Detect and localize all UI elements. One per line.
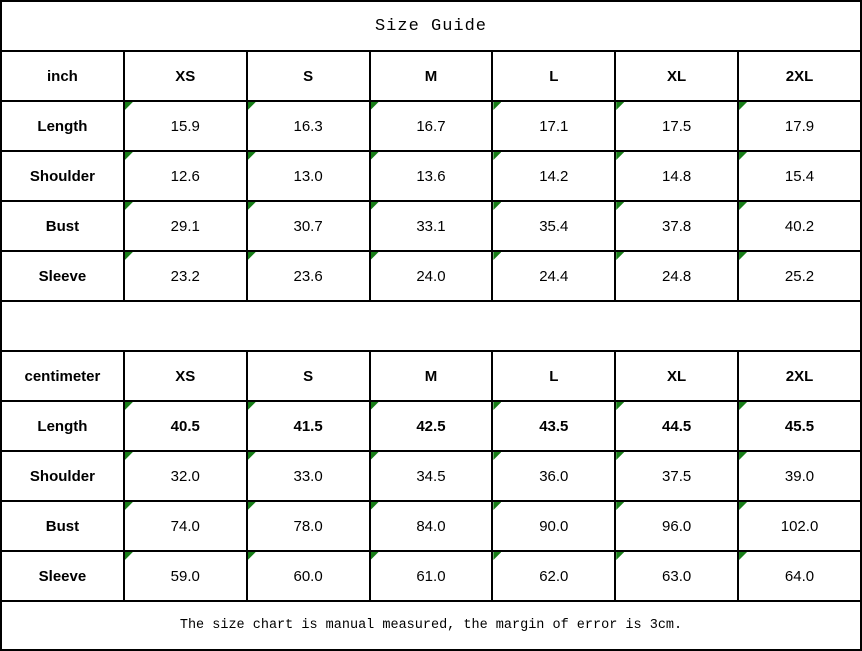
measurement-cell: [247, 451, 370, 501]
cell-corner-marker-icon: [125, 452, 133, 460]
cell-value: 102.0: [780, 517, 819, 535]
cell-corner-marker-icon: [248, 402, 256, 410]
row-label-sleeve: Sleeve: [1, 251, 124, 301]
measurement-cell: [370, 101, 493, 151]
row-label-length: Length: [1, 101, 124, 151]
cell-value: 59.0: [170, 567, 200, 585]
table-row-inch-sleeve: [1, 251, 861, 301]
column-header-s: S: [247, 351, 370, 401]
cell-value: 29.1: [170, 217, 200, 235]
cell-corner-marker-icon: [248, 552, 256, 560]
table-row-inch-shoulder: [1, 151, 861, 201]
cell-value: 32.0: [170, 467, 200, 485]
cell-corner-marker-icon: [739, 102, 747, 110]
cell-value: 37.8: [662, 217, 692, 235]
cell-corner-marker-icon: [125, 252, 133, 260]
table-row-cm-sleeve: [1, 551, 861, 601]
cell-value: 84.0: [416, 517, 446, 535]
table-row-inch-length: [1, 101, 861, 151]
cell-corner-marker-icon: [739, 152, 747, 160]
column-header-2xl: 2XL: [738, 51, 861, 101]
cell-value: 60.0: [293, 567, 323, 585]
cell-corner-marker-icon: [493, 452, 501, 460]
table-row-cm-shoulder: [1, 451, 861, 501]
cell-value: 63.0: [662, 567, 692, 585]
cell-value: 15.4: [784, 167, 815, 185]
header-row-inch: [1, 51, 861, 101]
measurement-cell: [370, 151, 493, 201]
cell-value: 17.5: [662, 117, 692, 135]
spacer-cell: [1, 301, 861, 351]
cell-value: 33.0: [293, 467, 323, 485]
measurement-cell: [738, 401, 861, 451]
cell-corner-marker-icon: [248, 152, 256, 160]
cell-value: 43.5: [539, 417, 569, 435]
cell-corner-marker-icon: [493, 402, 501, 410]
table-row-cm-length: [1, 401, 861, 451]
table-row-cm-bust: [1, 501, 861, 551]
column-header-m: M: [370, 351, 493, 401]
cell-value: 78.0: [293, 517, 323, 535]
measurement-cell: [492, 451, 615, 501]
measurement-cell: [124, 501, 247, 551]
measurement-cell: [492, 201, 615, 251]
cell-value: 74.0: [170, 517, 200, 535]
cell-value: 23.2: [170, 267, 200, 285]
row-label-length: Length: [1, 401, 124, 451]
cell-value: 37.5: [662, 467, 692, 485]
measurement-cell: [247, 251, 370, 301]
unit-label-centimeter: centimeter: [1, 351, 124, 401]
measurement-cell: [370, 451, 493, 501]
cell-corner-marker-icon: [371, 252, 379, 260]
cell-corner-marker-icon: [616, 202, 624, 210]
cell-corner-marker-icon: [371, 202, 379, 210]
cell-corner-marker-icon: [739, 552, 747, 560]
measurement-cell: [615, 551, 738, 601]
measurement-cell: [247, 201, 370, 251]
cell-value: 17.9: [784, 117, 815, 135]
cell-corner-marker-icon: [739, 452, 747, 460]
cell-value: 39.0: [784, 467, 815, 485]
measurement-cell: [124, 251, 247, 301]
measurement-cell: [124, 101, 247, 151]
column-header-l: L: [492, 51, 615, 101]
cell-value: 16.7: [416, 117, 446, 135]
measurement-cell: [124, 551, 247, 601]
measurement-cell: [738, 101, 861, 151]
measurement-cell: [247, 401, 370, 451]
cell-value: 24.8: [662, 267, 692, 285]
measurement-cell: [738, 151, 861, 201]
cell-corner-marker-icon: [493, 502, 501, 510]
cell-corner-marker-icon: [125, 552, 133, 560]
cell-value: 64.0: [784, 567, 815, 585]
footer-row: [1, 601, 861, 650]
measurement-cell: [124, 451, 247, 501]
measurement-cell: [124, 151, 247, 201]
cell-value: 34.5: [416, 467, 446, 485]
measurement-cell: [615, 151, 738, 201]
measurement-cell: [738, 501, 861, 551]
cell-value: 33.1: [416, 217, 446, 235]
cell-value: 45.5: [784, 417, 815, 435]
cell-value: 14.8: [662, 167, 692, 185]
cell-corner-marker-icon: [493, 202, 501, 210]
measurement-cell: [370, 201, 493, 251]
cell-corner-marker-icon: [248, 202, 256, 210]
cell-value: 41.5: [293, 417, 323, 435]
column-header-2xl: 2XL: [738, 351, 861, 401]
cell-corner-marker-icon: [493, 152, 501, 160]
column-header-m: M: [370, 51, 493, 101]
cell-value: 36.0: [539, 467, 569, 485]
measurement-cell: [124, 201, 247, 251]
cell-corner-marker-icon: [125, 502, 133, 510]
cell-corner-marker-icon: [248, 102, 256, 110]
cell-corner-marker-icon: [616, 102, 624, 110]
column-header-xl: XL: [615, 351, 738, 401]
cell-corner-marker-icon: [739, 252, 747, 260]
cell-corner-marker-icon: [493, 252, 501, 260]
row-label-bust: Bust: [1, 201, 124, 251]
cell-value: 40.2: [784, 217, 815, 235]
cell-corner-marker-icon: [248, 452, 256, 460]
row-label-shoulder: Shoulder: [1, 151, 124, 201]
cell-corner-marker-icon: [125, 152, 133, 160]
title-row: [1, 1, 861, 51]
cell-value: 25.2: [784, 267, 815, 285]
measurement-cell: [738, 551, 861, 601]
cell-corner-marker-icon: [739, 502, 747, 510]
measurement-cell: [492, 251, 615, 301]
measurement-cell: [738, 251, 861, 301]
cell-corner-marker-icon: [371, 102, 379, 110]
cell-corner-marker-icon: [739, 402, 747, 410]
row-label-shoulder: Shoulder: [1, 451, 124, 501]
measurement-cell: [615, 401, 738, 451]
cell-value: 90.0: [539, 517, 569, 535]
measurement-cell: [370, 251, 493, 301]
measurement-cell: [492, 401, 615, 451]
measurement-cell: [492, 151, 615, 201]
cell-value: 35.4: [539, 217, 569, 235]
measurement-cell: [370, 551, 493, 601]
cell-value: 42.5: [416, 417, 446, 435]
cell-corner-marker-icon: [125, 102, 133, 110]
cell-value: 12.6: [170, 167, 200, 185]
cell-corner-marker-icon: [616, 502, 624, 510]
measurement-cell: [370, 401, 493, 451]
column-header-s: S: [247, 51, 370, 101]
cell-value: 13.6: [416, 167, 446, 185]
footer-note: The size chart is manual measured, the margin of error is 3cm.: [1, 601, 861, 650]
cell-corner-marker-icon: [371, 152, 379, 160]
cell-corner-marker-icon: [371, 402, 379, 410]
cell-corner-marker-icon: [493, 552, 501, 560]
cell-corner-marker-icon: [248, 502, 256, 510]
row-label-sleeve: Sleeve: [1, 551, 124, 601]
cell-value: 23.6: [293, 267, 323, 285]
cell-value: 15.9: [170, 117, 200, 135]
measurement-cell: [492, 501, 615, 551]
page-title: Size Guide: [1, 1, 861, 51]
cell-corner-marker-icon: [616, 152, 624, 160]
measurement-cell: [615, 451, 738, 501]
measurement-cell: [738, 451, 861, 501]
measurement-cell: [370, 501, 493, 551]
measurement-cell: [615, 501, 738, 551]
measurement-cell: [492, 101, 615, 151]
cell-value: 24.0: [416, 267, 446, 285]
cell-corner-marker-icon: [493, 102, 501, 110]
cell-corner-marker-icon: [125, 402, 133, 410]
column-header-xs: XS: [124, 351, 247, 401]
cell-corner-marker-icon: [371, 502, 379, 510]
column-header-l: L: [492, 351, 615, 401]
measurement-cell: [247, 151, 370, 201]
cell-corner-marker-icon: [616, 552, 624, 560]
cell-value: 44.5: [662, 417, 692, 435]
measurement-cell: [615, 101, 738, 151]
table-row-inch-bust: [1, 201, 861, 251]
cell-value: 16.3: [293, 117, 323, 135]
measurement-cell: [247, 501, 370, 551]
cell-corner-marker-icon: [371, 552, 379, 560]
cell-corner-marker-icon: [248, 252, 256, 260]
measurement-cell: [124, 401, 247, 451]
cell-value: 24.4: [539, 267, 569, 285]
cell-corner-marker-icon: [616, 252, 624, 260]
cell-corner-marker-icon: [371, 452, 379, 460]
cell-value: 96.0: [662, 517, 692, 535]
measurement-cell: [615, 201, 738, 251]
measurement-cell: [247, 101, 370, 151]
cell-value: 62.0: [539, 567, 569, 585]
cell-corner-marker-icon: [616, 402, 624, 410]
cell-value: 61.0: [416, 567, 446, 585]
measurement-cell: [492, 551, 615, 601]
cell-value: 14.2: [539, 167, 569, 185]
measurement-cell: [615, 251, 738, 301]
cell-corner-marker-icon: [616, 452, 624, 460]
cell-corner-marker-icon: [125, 202, 133, 210]
row-label-bust: Bust: [1, 501, 124, 551]
unit-label-inch: inch: [1, 51, 124, 101]
header-row-centimeter: [1, 351, 861, 401]
measurement-cell: [738, 201, 861, 251]
column-header-xs: XS: [124, 51, 247, 101]
measurement-cell: [247, 551, 370, 601]
cell-value: 17.1: [539, 117, 569, 135]
cell-value: 13.0: [293, 167, 323, 185]
cell-value: 30.7: [293, 217, 323, 235]
cell-value: 40.5: [170, 417, 200, 435]
cell-corner-marker-icon: [739, 202, 747, 210]
column-header-xl: XL: [615, 51, 738, 101]
spacer-row: [1, 301, 861, 351]
